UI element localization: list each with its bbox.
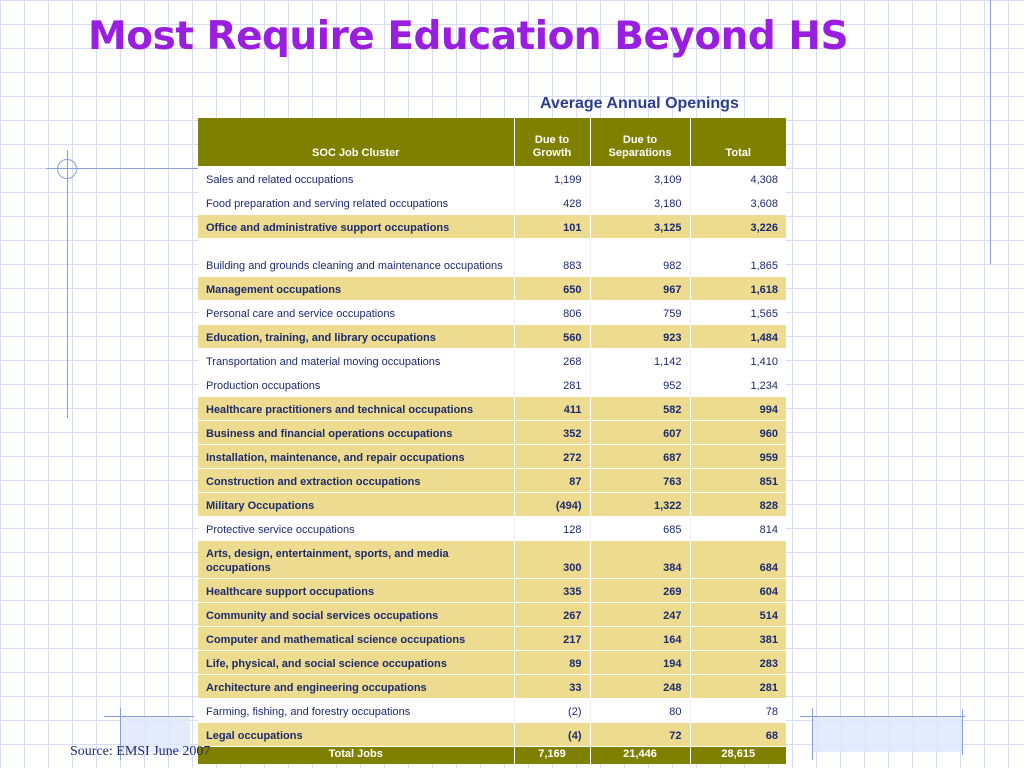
decorative-line [67, 150, 68, 418]
cell-separations: 759 [590, 301, 690, 325]
cell-cluster: Construction and extraction occupations [198, 469, 514, 493]
cell-cluster: Architecture and engineering occupations [198, 675, 514, 699]
cell-separations: 687 [590, 445, 690, 469]
cell-total: 1,618 [690, 277, 786, 301]
cell-growth: 300 [514, 541, 590, 579]
cell-separations: 80 [590, 699, 690, 723]
cell-growth: (2) [514, 699, 590, 723]
decorative-circle [57, 159, 77, 179]
cell-cluster: Management occupations [198, 277, 514, 301]
cell-separations: 194 [590, 651, 690, 675]
cell-total: 994 [690, 397, 786, 421]
cell-separations: 384 [590, 541, 690, 579]
cell-total: 1,410 [690, 349, 786, 373]
table-row [198, 469, 786, 493]
cell-growth: 411 [514, 397, 590, 421]
table-row [198, 301, 786, 325]
cell-separations: 269 [590, 579, 690, 603]
cell-cluster: Healthcare support occupations [198, 579, 514, 603]
cell-cluster: Office and administrative support occupations [198, 215, 514, 239]
cell-separations: 685 [590, 517, 690, 541]
cell-growth: 89 [514, 651, 590, 675]
cell-total: 78 [690, 699, 786, 723]
total-label: Total Jobs [198, 747, 514, 765]
cell-growth: 335 [514, 579, 590, 603]
decorative-line [800, 716, 965, 717]
cell-growth: 272 [514, 445, 590, 469]
cell-separations: 3,180 [590, 191, 690, 215]
cell-growth: 33 [514, 675, 590, 699]
cell-growth: (4) [514, 723, 590, 747]
cell-separations: 3,109 [590, 167, 690, 191]
cell-separations: 72 [590, 723, 690, 747]
cell-separations: 247 [590, 603, 690, 627]
cell-cluster: Arts, design, entertainment, sports, and media occupations [198, 541, 514, 579]
cell-separations: 3,125 [590, 215, 690, 239]
total-row [198, 747, 786, 765]
cell-total: 3,226 [690, 215, 786, 239]
cell-separations: 164 [590, 627, 690, 651]
cell-total: 1,565 [690, 301, 786, 325]
total-growth: 7,169 [514, 747, 590, 765]
column-header-cluster: SOC Job Cluster [198, 118, 514, 167]
cell-cluster: Military Occupations [198, 493, 514, 517]
table-row [198, 215, 786, 239]
cell-growth: 101 [514, 215, 590, 239]
cell-total: 283 [690, 651, 786, 675]
table-body [198, 167, 786, 747]
decorative-line [104, 716, 194, 717]
cell-cluster: Life, physical, and social science occupations [198, 651, 514, 675]
cell-cluster: Education, training, and library occupations [198, 325, 514, 349]
cell-growth: 806 [514, 301, 590, 325]
column-header-growth: Due to Growth [514, 118, 590, 167]
cell-growth: 560 [514, 325, 590, 349]
cell-separations: 1,322 [590, 493, 690, 517]
decorative-line [990, 0, 991, 264]
cell-total: 281 [690, 675, 786, 699]
table-row [198, 349, 786, 373]
cell-cluster: Protective service occupations [198, 517, 514, 541]
column-header-total: Total [690, 118, 786, 167]
cell-growth: 87 [514, 469, 590, 493]
cell-cluster: Transportation and material moving occupations [198, 349, 514, 373]
cell-total: 4,308 [690, 167, 786, 191]
cell-total: 604 [690, 579, 786, 603]
table-row [198, 579, 786, 603]
decorative-bottom-right-box [812, 716, 962, 752]
table-header-row [198, 118, 786, 167]
cell-total: 68 [690, 723, 786, 747]
total-total: 28,615 [690, 747, 786, 765]
cell-growth: 267 [514, 603, 590, 627]
cell-cluster: Healthcare practitioners and technical occupations [198, 397, 514, 421]
table-row [198, 541, 786, 579]
cell-separations: 967 [590, 277, 690, 301]
cell-separations: 1,142 [590, 349, 690, 373]
cell-cluster: Legal occupations [198, 723, 514, 747]
cell-growth: 281 [514, 373, 590, 397]
cell-growth: 1,199 [514, 167, 590, 191]
cell-cluster: Sales and related occupations [198, 167, 514, 191]
table-row [198, 325, 786, 349]
cell-growth: (494) [514, 493, 590, 517]
cell-total: 1,234 [690, 373, 786, 397]
source-note: Source: EMSI June 2007 [70, 744, 211, 759]
cell-cluster: Food preparation and serving related occupations [198, 191, 514, 215]
cell-cluster: Installation, maintenance, and repair occupations [198, 445, 514, 469]
cell-cluster: Business and financial operations occupations [198, 421, 514, 445]
cell-total: 1,484 [690, 325, 786, 349]
cell-total: 684 [690, 541, 786, 579]
table-row [198, 373, 786, 397]
table-subtitle: Average Annual Openings [540, 95, 739, 112]
cell-cluster: Community and social services occupations [198, 603, 514, 627]
decorative-line [962, 710, 963, 755]
cell-separations: 763 [590, 469, 690, 493]
cell-cluster: Personal care and service occupations [198, 301, 514, 325]
table-row [198, 627, 786, 651]
cell-separations: 582 [590, 397, 690, 421]
cell-total: 960 [690, 421, 786, 445]
table-row [198, 239, 786, 277]
table-row [198, 445, 786, 469]
cell-total: 959 [690, 445, 786, 469]
table-row [198, 493, 786, 517]
cell-growth: 352 [514, 421, 590, 445]
table-row [198, 651, 786, 675]
table-row [198, 191, 786, 215]
openings-table [198, 118, 786, 764]
cell-separations: 952 [590, 373, 690, 397]
cell-growth: 883 [514, 239, 590, 277]
table-row [198, 517, 786, 541]
table-row [198, 421, 786, 445]
cell-total: 514 [690, 603, 786, 627]
cell-total: 381 [690, 627, 786, 651]
cell-total: 814 [690, 517, 786, 541]
page-title: Most Require Education Beyond HS [88, 14, 849, 59]
table-row [198, 277, 786, 301]
cell-total: 828 [690, 493, 786, 517]
cell-total: 3,608 [690, 191, 786, 215]
cell-separations: 982 [590, 239, 690, 277]
cell-separations: 923 [590, 325, 690, 349]
total-separations: 21,446 [590, 747, 690, 765]
cell-separations: 248 [590, 675, 690, 699]
table-row [198, 675, 786, 699]
cell-growth: 217 [514, 627, 590, 651]
table-row [198, 603, 786, 627]
cell-cluster: Building and grounds cleaning and maintenance occupations [198, 239, 514, 277]
cell-growth: 428 [514, 191, 590, 215]
cell-growth: 650 [514, 277, 590, 301]
cell-cluster: Production occupations [198, 373, 514, 397]
cell-cluster: Farming, fishing, and forestry occupations [198, 699, 514, 723]
cell-growth: 128 [514, 517, 590, 541]
table-row [198, 723, 786, 747]
table-row [198, 397, 786, 421]
table-row [198, 167, 786, 191]
cell-separations: 607 [590, 421, 690, 445]
table-row [198, 699, 786, 723]
cell-total: 851 [690, 469, 786, 493]
cell-total: 1,865 [690, 239, 786, 277]
cell-growth: 268 [514, 349, 590, 373]
column-header-separations: Due to Separations [590, 118, 690, 167]
cell-cluster: Computer and mathematical science occupations [198, 627, 514, 651]
